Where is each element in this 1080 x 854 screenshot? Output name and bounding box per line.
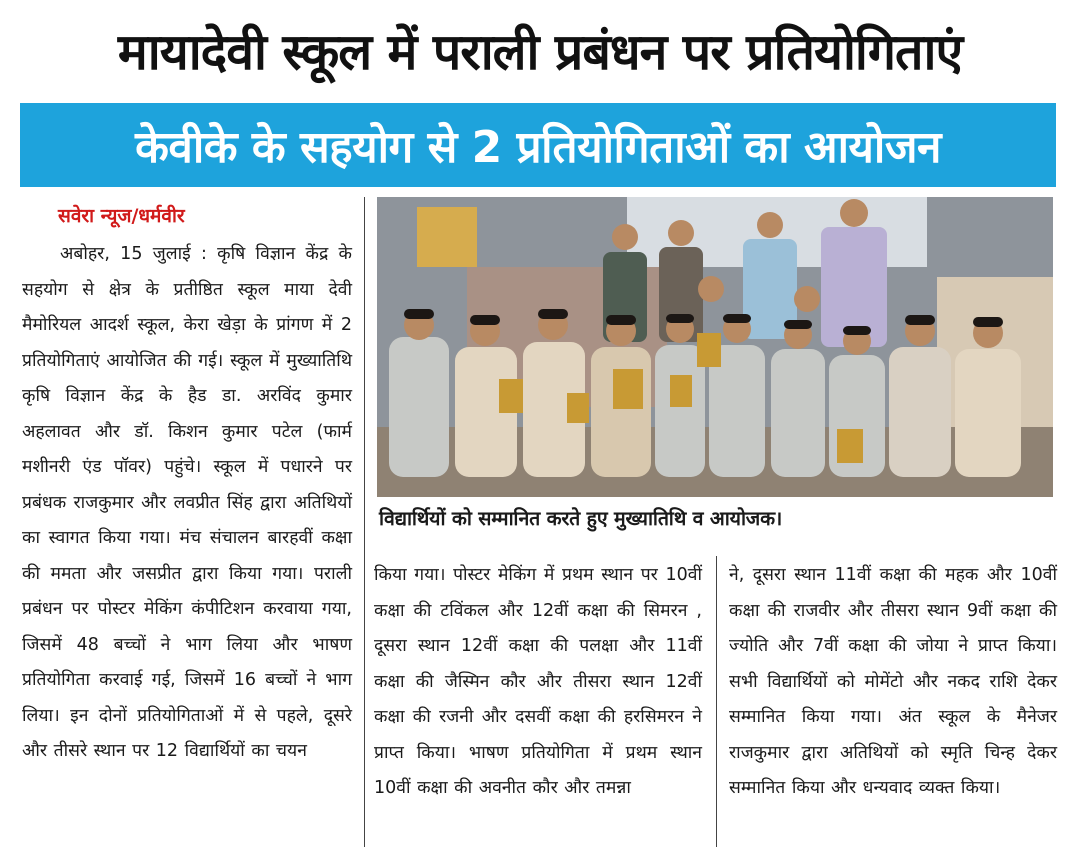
- subheadline-banner: [20, 103, 1056, 187]
- column-divider-2: [716, 556, 717, 847]
- article-column-3: ने, दूसरा स्थान 11वीं कक्षा की महक और 10वीं कक्षा की राजवीर और तीसरा स्थान 9वीं कक्षा की ज्योति और 7वीं कक्षा की जोया ने प्राप्त किया। सभी विद्यार्थियों को मोमेंटो और नकद राशि देकर सम्मानित किया गया। अंत स्कूल के मैनेजर राजकुमार द्वारा अतिथियों को स्मृति चिन्ह देकर सम्मानित किया और धन्यवाद व्यक्त किया।: [729, 565, 1057, 798]
- column-divider-1: [364, 197, 365, 847]
- photo-caption: विद्यार्थियों को सम्मानित करते हुए मुख्यातिथि व आयोजक।: [379, 507, 783, 530]
- article-column-2: किया गया। पोस्टर मेकिंग में प्रथम स्थान पर 10वीं कक्षा की टविंकल और 12वीं कक्षा की सिमरन , दूसरा स्थान 12वीं कक्षा की पलक्षा और 11वीं कक्षा की जैस्मिन कौर और तीसरा स्थान 12वीं कक्षा की रजनी और दसवीं कक्षा की हरसिमरन ने प्राप्त किया। भाषण प्रतियोगिता में प्रथम स्थान 10वीं कक्षा की अवनीत कौर और तमन्ना: [374, 565, 702, 798]
- article-column-1: अबोहर, 15 जुलाई : कृषि विज्ञान केंद्र के सहयोग से क्षेत्र के प्रतीष्ठित स्कूल माया देवी मैमोरियल आदर्श स्कूल, केरा खेड़ा के प्रांगण में 2 प्रतियोगिताएं आयोजित की गई। स्कूल में मुख्यातिथि कृषि विज्ञान केंद्र के हैड डा. अरविंद कुमार अहलावत और डॉ. किशन कुमार पटेल (फार्म मशीनरी एंड पॉवर) पहुंचे। स्कूल में पधारने पर प्रबंधक राजकुमार और लवप्रीत सिंह द्वारा अतिथियों का स्वागत किया गया। मंच संचालन बारहवीं कक्षा की ममता और जसप्रीत द्वारा किया गया। पराली प्रबंधन पर पोस्टर मेकिंग कंपीटिशन करवाया गया, जिसमें 48 बच्चों ने भाग लिया और भाषण प्रतियोगिता करवाई गई, जिसमें 16 बच्चों ने भाग लिया। इन दोनों प्रतियोगिताओं में से पहले, दूसरे और तीसरे स्थान पर 12 विद्यार्थियों का चयन: [22, 244, 352, 761]
- news-photo: [377, 197, 1053, 497]
- group-photo-illustration: [377, 197, 1053, 497]
- byline: सवेरा न्यूज/धर्मवीर: [58, 205, 185, 227]
- headline: मायादेवी स्कूल में पराली प्रबंधन पर प्रतियोगिताएं: [117, 23, 963, 81]
- subheadline: केवीके के सहयोग से 2 प्रतियोगिताओं का आयोजन: [135, 122, 941, 173]
